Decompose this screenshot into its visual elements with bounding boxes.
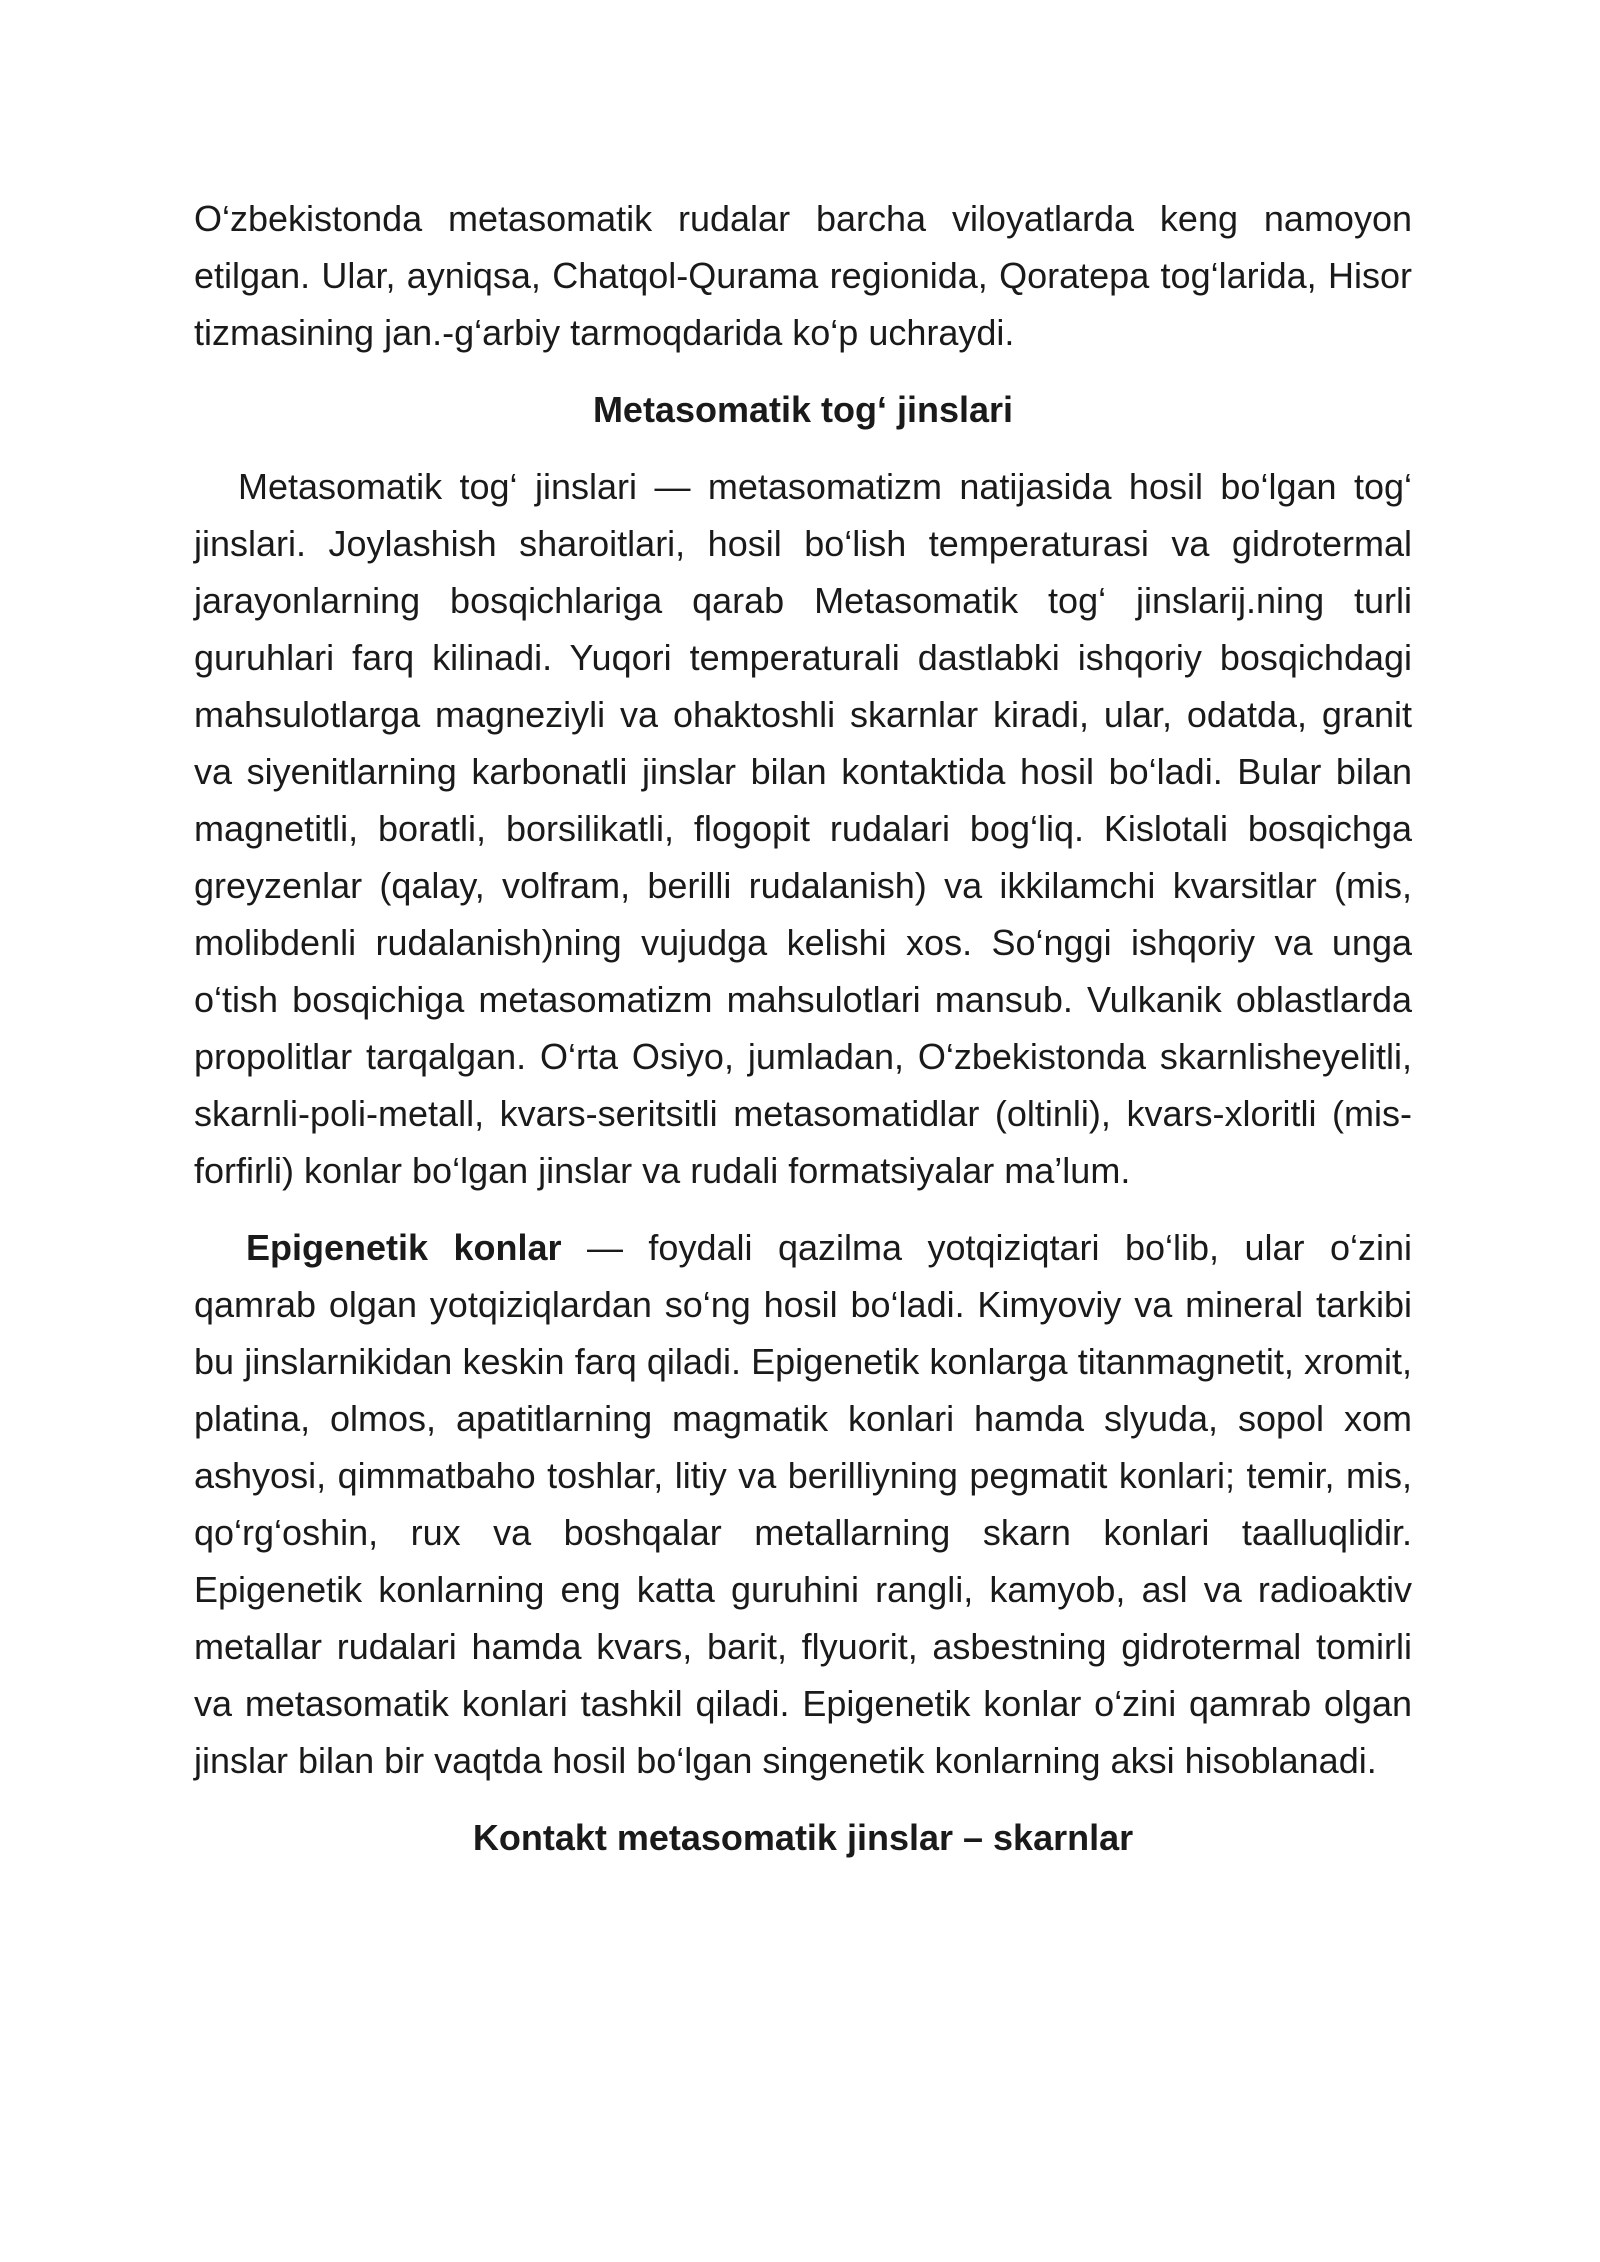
epigenetic-deposits-text: — foydali qazilma yotqiziqtari bo‘lib, ular o‘zini qamrab olgan yotqiziqlardan so‘ng hosil bo‘ladi. Kimyoviy va mineral tarkibi bu jinslarnikidan keskin farq qiladi. Epigenetik konlarga titanmagnetit, xromit, platina, olmos, apatitlarning magmatik konlari hamda slyuda, sopol xom ashyosi, qimmatbaho toshlar, litiy va berilliyning pegmatit konlari; temir, mis, qo‘rg‘oshin, rux va boshqalar metallarning skarn konlari taalluqlidir. Epigenetik konlarning eng katta guruhini rangli, kamyob, asl va radioaktiv metallar rudalari hamda kvars, barit, flyuorit, asbestning gidrotermal tomirli va metasomatik konlari tashkil qiladi. Epigenetik konlar o‘zini qamrab olgan jinslar bilan bir vaqtda hosil bo‘lgan singenetik konlarning aksi hisoblanadi. (194, 1227, 1412, 1781)
metasomatic-rocks-paragraph: Metasomatik tog‘ jinslari — metasomatizm natijasida hosil bo‘lgan tog‘ jinslari. Joylashish sharoitlari, hosil bo‘lish temperaturasi va gidrotermal jarayonlarning bosqichlariga qarab Metasomatik tog‘ jinslarij.ning turli guruhlari farq kilinadi. Yuqori temperaturali dastlabki ishqoriy bosqichdagi mahsulotlarga magneziyli va ohaktoshli skarnlar kiradi, ular, odatda, granit va siyenitlarning karbonatli jinslar bilan kontaktida hosil bo‘ladi. Bular bilan magnetitli, boratli, borsilikatli, flogopit rudalari bog‘liq. Kislotali bosqichga greyzenlar (qalay, volfram, berilli rudalanish) va ikkilamchi kvarsitlar (mis, molibdenli rudalanish)ning vujudga kelishi xos. So‘nggi ishqoriy va unga o‘tish bosqichiga metasomatizm mahsulotlari mansub. Vulkanik oblastlarda propolitlar tarqalgan. O‘rta Osiyo, jumladan, O‘zbekistonda skarnlisheyelitli, skarnli-poli-metall, kvars-seritsitli metasomatidlar (oltinli), kvars-xloritli (mis-forfirli) konlar bo‘lgan jinslar va rudali formatsiyalar ma’lum. (194, 466, 1412, 1191)
epigenetic-deposits-paragraph (194, 1219, 1412, 1789)
intro-paragraph: O‘zbekistonda metasomatik rudalar barcha viloyatlarda keng namoyon etilgan. Ular, ayniqsa, Chatqol-Qurama regionida, Qoratepa tog‘larida, Hisor tizmasining jan.-g‘arbiy tarmoqdarida ko‘p uchraydi. (194, 198, 1412, 353)
section-heading-metasomatic-rocks: Metasomatik tog‘ jinslari (592, 389, 1014, 430)
section-heading-contact-skarns: Kontakt metasomatik jinslar – skarnlar (472, 1817, 1134, 1858)
epigenetic-deposits-term: Epigenetik konlar (246, 1227, 562, 1268)
document-page (194, 190, 1412, 1866)
